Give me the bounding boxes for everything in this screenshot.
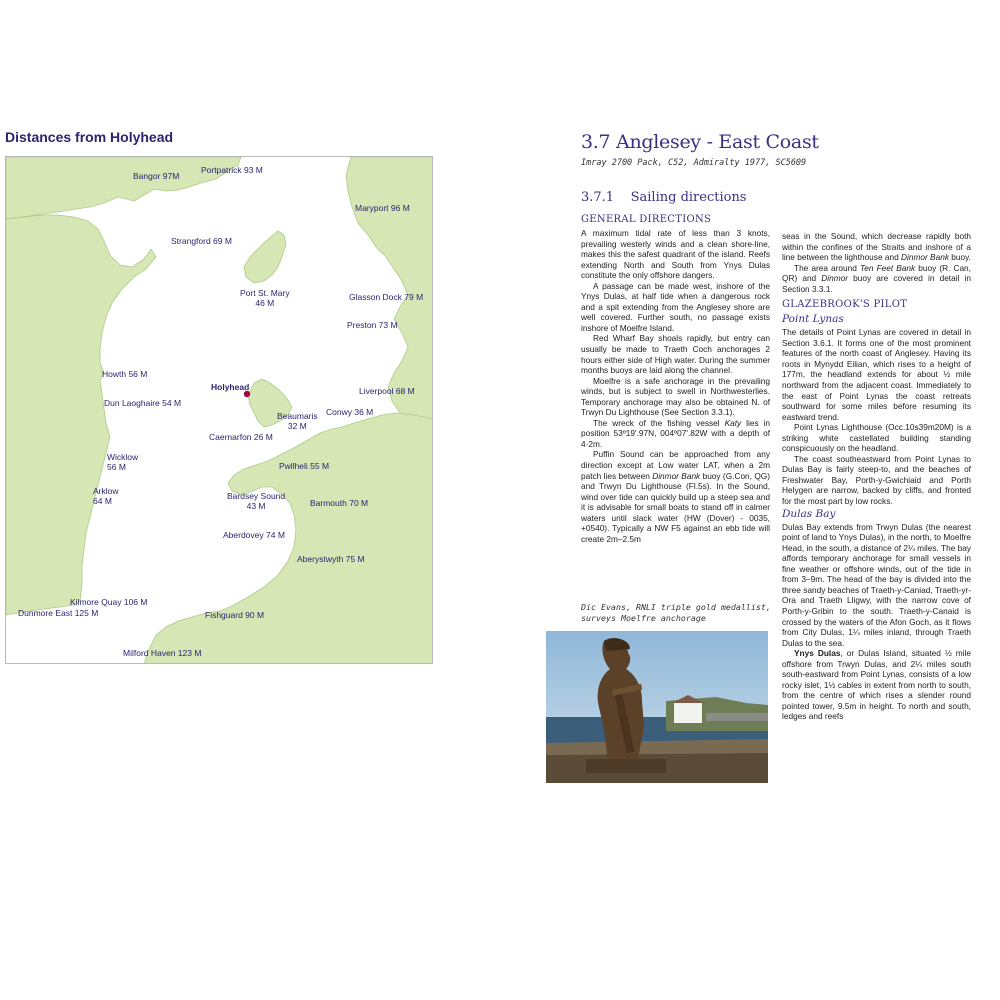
place-caernarfon: Caernarfon 26 M (209, 432, 273, 442)
buoy-name: Dinmor Bank (652, 470, 701, 481)
text-run: lies in position 53º19'.97N, 004º07'.82W with a depth of 4·2m. (581, 417, 770, 449)
text-run: buoy (G.Con, QG) and Trwyn Du Lighthouse (Fl.5s). In the Sound, wind over tide can quickly build up a steep sea and it is advisable for small boats to stand off in calmer waters until slack water (HW (Dover) - 0035, +0540). Typically a NW F5 against an ebb tide will create 2m–2.5m (581, 470, 771, 544)
paragraph: A passage can be made west, inshore of the Ynys Dulas, at half tide when a dangerous rock and a spit extending from the Anglesey shore are well covered. Further south, no passage exists inshore of Moelfre Island. (581, 280, 770, 333)
place-wicklow: Wicklow 56 M (107, 452, 139, 472)
distance-map (5, 156, 433, 664)
isle-of-man-land (244, 231, 286, 283)
section-title: 3.7.1 Sailing directions (581, 190, 747, 205)
point-lynas-heading: Point Lynas (782, 313, 844, 326)
page-title: 3.7 Anglesey - East Coast (581, 131, 819, 153)
text-column-1 (581, 213, 770, 544)
photo-caption: Dic Evans, RNLI triple gold medallist, surveys Moelfre anchorage (581, 602, 771, 623)
place-bardsey-sound: Bardsey Sound 43 M (227, 491, 286, 511)
wales-land (144, 413, 433, 664)
place-liverpool: Liverpool 68 M (359, 386, 415, 396)
photo-moelfre-statue (546, 631, 768, 783)
place-portpatrick: Portpatrick 93 M (201, 165, 263, 175)
buoy-name: Dinmor (821, 273, 849, 284)
place-howth: Howth 56 M (102, 369, 148, 379)
place-pwllheli: Pwllheli 55 M (279, 461, 330, 471)
vessel-name: Katy (724, 417, 742, 428)
place-bangor: Bangor 97M (133, 171, 180, 181)
paragraph-continued (782, 231, 971, 263)
place-aberystwyth: Aberystwyth 75 M (297, 554, 365, 564)
ireland-land (6, 215, 156, 615)
paragraph-katy (581, 418, 770, 450)
text-run: buoy are covered in detail in Section 3.3.1. (782, 273, 971, 294)
place-maryport: Maryport 96 M (355, 203, 410, 213)
place-dunmore-east: Dunmore East 125 M (18, 608, 99, 618)
place-preston: Preston 73 M (347, 320, 398, 330)
place-fishguard: Fishguard 90 M (205, 610, 265, 620)
place-strangford: Strangford 69 M (171, 236, 232, 246)
paragraph-ten-feet-bank (782, 263, 971, 295)
place-arklow: Arklow 64 M (93, 486, 119, 506)
place-holyhead: Holyhead (211, 382, 250, 392)
chart-references: Imray 2700 Pack, C52, Admiralty 1977, SC5609 (581, 158, 807, 168)
paragraph-puffin (581, 449, 770, 544)
paragraph: Dulas Bay extends from Trwyn Dulas (the nearest point of land to Ynys Dulas), in the north, to Moelfre Head, in the south, a distance of 2¼ miles. The bay affords temporary anchorage for small vessels in fine weather or offshore winds, out of the tide in from 3–9m. The head of the bay is divided into the three sandy beaches of Traeth-y-Caniad, Traeth-yr-Ora and Traeth Lligwy, with the narrow cove of Porth-y-Gribin to the south. Traeth-y-Canaid is crossed by the waters of the Afon Goch, as it flows from City Dulas, 1¼ miles inland, through Traeth Dulas to the sea. (782, 521, 971, 648)
place-port-st-mary: Port St. Mary 46 M (240, 288, 290, 308)
map-title: Distances from Holyhead (5, 129, 174, 145)
place-aberdovey: Aberdovey 74 M (223, 530, 285, 540)
place-barmouth: Barmouth 70 M (310, 498, 369, 508)
text-column-2 (782, 231, 971, 722)
paragraph: Red Wharf Bay shoals rapidly, but entry can usually be made to Traeth Coch anchorages 2 hours either side of High water. During the summer months buoys are laid along the channel. (581, 333, 770, 376)
paragraph-ynys-dulas (782, 648, 971, 722)
general-directions-heading: GENERAL DIRECTIONS (581, 214, 712, 225)
place-beaumaris: Beaumaris 32 M (277, 411, 318, 431)
paragraph: The coast southeastward from Point Lynas to Dulas Bay is fairly steep-to, and the beaches of Freshwater Bay, Porth-y-Gwichiaid and Porth Helygen are narrow, backed by cliffs, and fronted for the most part by low rocks. (782, 453, 971, 507)
text-run: buoy (R. Can, QR) and (782, 262, 971, 284)
place-kilmore-quay: Kilmore Quay 106 M (70, 597, 148, 607)
paragraph: The details of Point Lynas are covered in detail in Section 3.6.1. It forms one of the most prominent features of the north coast of Anglesey. Having its roots in Mynydd Eilian, which rises to a height of 177m, the headland extends for about ½ mile northward from the adjacent coast. Immediately to the east of Point Lynas the coast retreats southward for some miles before resuming its eastward trend. (782, 327, 971, 422)
text-run: Puffin Sound can be approached from any direction except at Low water LAT, when a 2m patch lies between (581, 449, 770, 481)
place-name: Ynys Dulas (794, 648, 841, 659)
place-dun-laoghaire: Dun Laoghaire 54 M (104, 398, 182, 408)
buoy-name: Ten Feet Bank (859, 262, 916, 273)
text-run: seas in the Sound, which decrease rapidly both within the confines of the Straits and inshore of a line between the lighthouse and (782, 231, 971, 263)
place-conwy: Conwy 36 M (326, 407, 374, 417)
cumbria-lancs-land (346, 157, 433, 449)
glazebrooks-pilot-heading: GLAZEBROOK'S PILOT (782, 299, 908, 311)
dulas-bay-heading: Dulas Bay (782, 507, 836, 520)
text-run: The wreck of the fishing vessel (593, 417, 725, 428)
paragraph: A maximum tidal rate of less than 3 knots, prevailing westerly winds and a clean shore-line, makes this the safest quadrant of the island. Reefs extending North and South from Ynys Dulas constitute the only offshore dangers. (581, 228, 770, 281)
buoy-name: Dinmor Bank (901, 252, 949, 263)
text-run: buoy. (948, 252, 971, 263)
paragraph: Point Lynas Lighthouse (Occ.10s39m20M) is a striking white castellated building standing conspicuously on the headland. (782, 422, 971, 454)
paragraph: Moelfre is a safe anchorage in the prevailing winds, but is subject to swell in Northwesterlies. Temporary anchorage may also be obtained N. of Trwyn Du Lighthouse (See Section 3.3.1). (581, 375, 770, 418)
text-run: , or Dulas Island, situated ½ mile offshore from Trwyn Dulas, and 2¼ miles south south-eastward from Point Lynas, consists of a low rocky islet, 1½ cables in extent from north to south, from the centre of which rises a slender round pointed tower, 9.5m in height. To north and south, ledges and reefs (782, 648, 971, 722)
text-run: The area around (794, 262, 860, 273)
place-milford-haven: Milford Haven 123 M (123, 648, 202, 658)
place-glasson-dock: Glasson Dock 79 M (349, 292, 424, 302)
